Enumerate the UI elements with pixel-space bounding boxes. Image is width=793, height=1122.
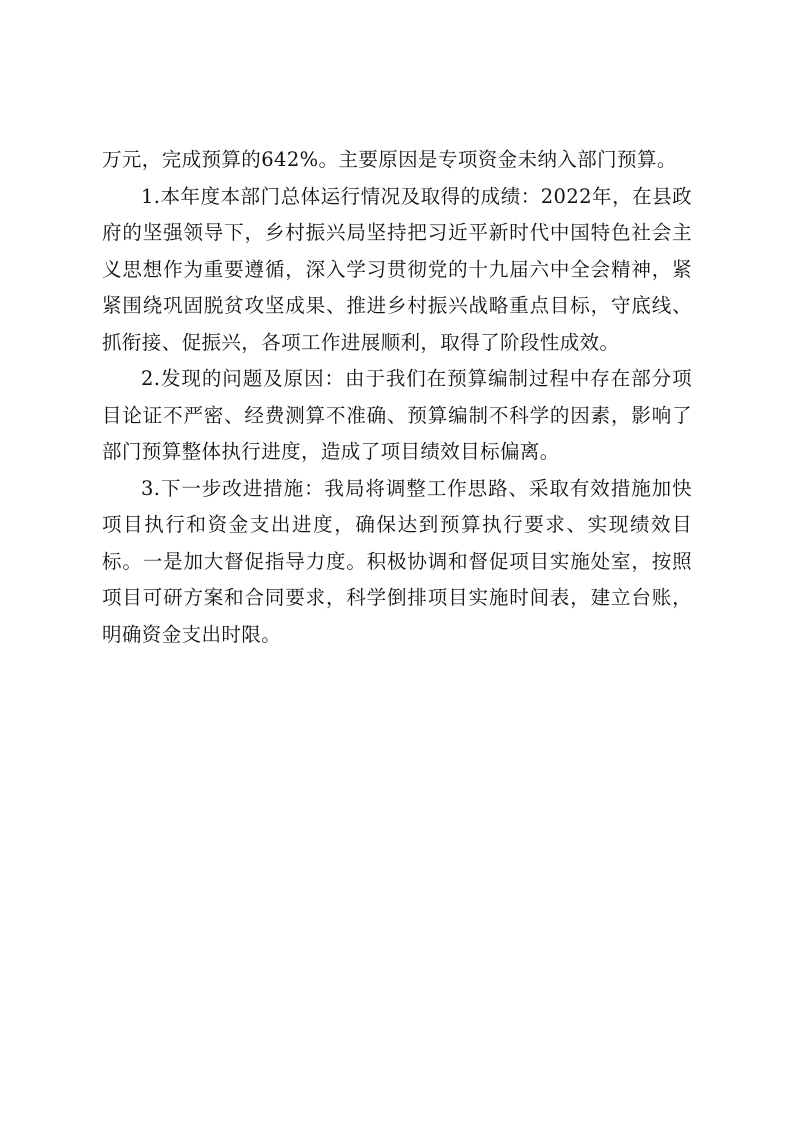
document-body [102, 142, 692, 653]
paragraph-overall-performance: 1.本年度本部门总体运行情况及取得的成绩：2022年，在县政府的坚强领导下，乡村振兴局坚持把习近平新时代中国特色社会主义思想作为重要遵循，深入学习贯彻党的十九届六中全会精神，紧紧围绕巩固脱贫攻坚成果、推进乡村振兴战略重点目标，守底线、抓衔接、促振兴，各项工作进展顺利，取得了阶段性成效。 [102, 184, 692, 354]
paragraph-problems-causes: 2.发现的问题及原因：由于我们在预算编制过程中存在部分项目论证不严密、经费测算不准确、预算编制不科学的因素，影响了部门预算整体执行进度，造成了项目绩效目标偏离。 [102, 367, 692, 463]
paragraph-continuation: 万元，完成预算的642%。主要原因是专项资金未纳入部门预算。 [102, 148, 677, 171]
paragraph-improvement-measures: 3.下一步改进措施：我局将调整工作思路、采取有效措施加快项目执行和资金支出进度，确保达到预算执行要求、实现绩效目标。一是加大督促指导力度。积极协调和督促项目实施处室，按照项目可研方案和合同要求，科学倒排项目实施时间表，建立台账，明确资金支出时限。 [102, 476, 692, 646]
